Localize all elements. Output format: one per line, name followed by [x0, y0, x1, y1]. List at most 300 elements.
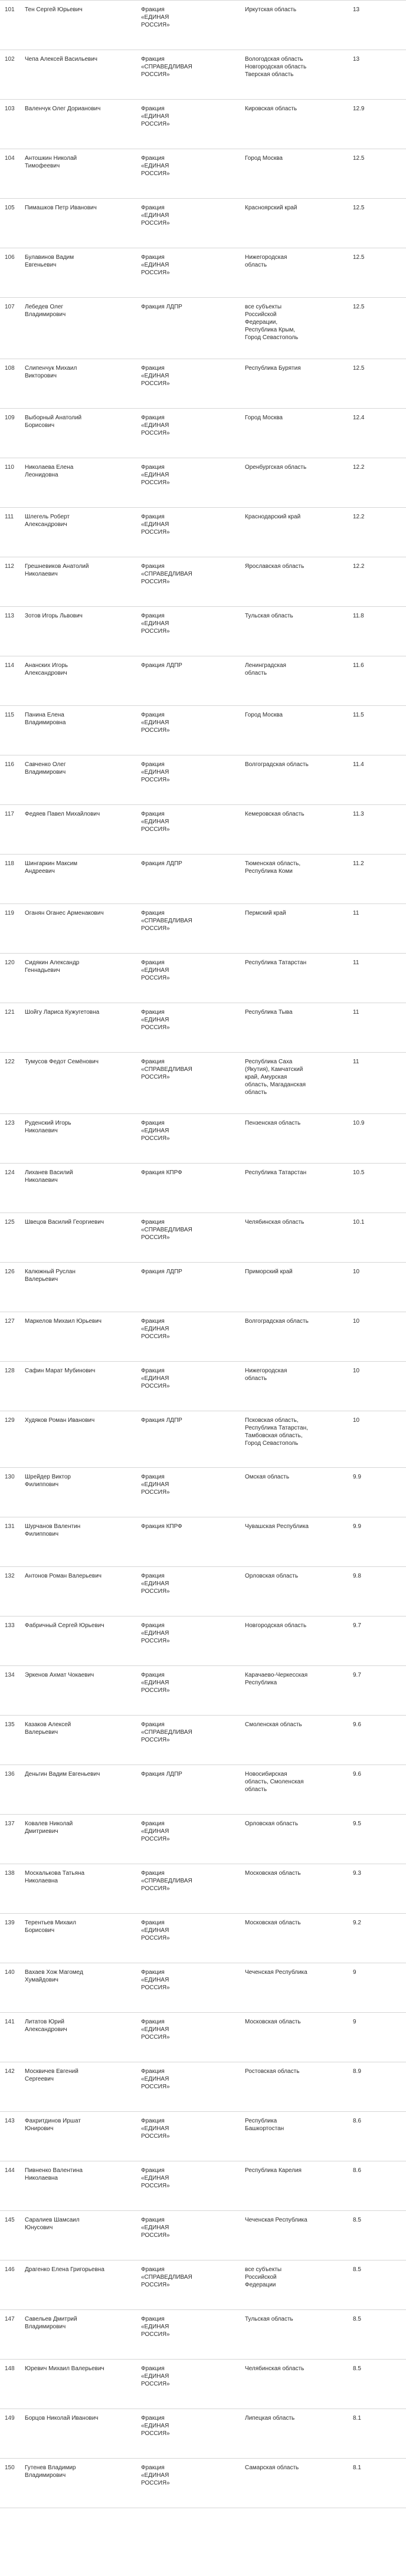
region — [244, 2216, 352, 2224]
deputy-name-line: Валенчук Олег Дорианович — [25, 106, 101, 112]
faction-line: Фракция — [141, 910, 165, 916]
region-line: Орловская область — [245, 1573, 299, 1579]
region-line: область — [245, 1786, 267, 1793]
rating-value: 12.5 — [353, 155, 365, 162]
region-line: Кировская область — [245, 106, 297, 112]
deputy-name — [24, 1969, 140, 1984]
faction — [140, 2464, 244, 2487]
faction — [140, 612, 244, 635]
row-number: 121 — [5, 1009, 15, 1016]
row-number: 136 — [5, 1771, 15, 1777]
deputy-name-line: Владимирович — [25, 2472, 66, 2479]
table-row — [0, 557, 406, 607]
table-row — [0, 1362, 406, 1411]
region — [244, 1473, 352, 1481]
deputy-name — [24, 254, 140, 269]
faction-line: РОССИЯ» — [141, 270, 170, 276]
faction — [140, 2216, 244, 2239]
region — [244, 1770, 352, 1793]
faction-line: Фракция — [141, 1721, 165, 1728]
table-row — [0, 607, 406, 656]
region — [244, 1820, 352, 1828]
faction-line: «ЕДИНАЯ — [141, 967, 169, 974]
row-number: 115 — [5, 712, 14, 718]
deputy-name-line: Казаков Алексей — [25, 1721, 71, 1728]
faction-line: «СПРАВЕДЛИВАЯ — [141, 918, 192, 924]
faction-line: Фракция — [141, 365, 165, 372]
faction-line: «ЕДИНАЯ — [141, 1375, 169, 1382]
faction-line: Фракция — [141, 960, 165, 966]
region-line: Пензенская область — [245, 1120, 301, 1126]
table-row — [0, 2211, 406, 2260]
faction-line: «ЕДИНАЯ — [141, 719, 169, 726]
region — [244, 513, 352, 521]
deputy-name — [24, 1367, 140, 1375]
region-line: Республика Тыва — [245, 1009, 293, 1016]
table-row — [0, 1468, 406, 1517]
faction-line: «ЕДИНАЯ — [141, 1581, 169, 1587]
faction — [140, 105, 244, 128]
faction-line: Фракция — [141, 761, 165, 768]
faction — [140, 2315, 244, 2338]
rating-value: 9 — [353, 1969, 356, 1976]
deputy-name-line: Деньгин Вадим Евгеньевич — [25, 1771, 100, 1777]
faction — [140, 1169, 244, 1177]
deputy-name-line: Геннадьевич — [25, 967, 60, 974]
faction-line: РОССИЯ» — [141, 380, 170, 387]
deputy-name-line: Лиханев Василий — [25, 1169, 73, 1176]
region — [244, 1523, 352, 1530]
region-line: Омская область — [245, 1474, 290, 1480]
deputy-name-line: Борисович — [25, 1927, 55, 1934]
deputy-name-line: Филиппович — [25, 1531, 59, 1537]
deputy-name — [24, 6, 140, 14]
faction-line: Фракция — [141, 2068, 165, 2075]
region — [244, 563, 352, 570]
deputy-name — [24, 1268, 140, 1283]
deputy-name — [24, 1919, 140, 1934]
region-line: Новосибирская — [245, 1771, 287, 1777]
region — [244, 1008, 352, 1016]
deputy-name — [24, 1317, 140, 1325]
deputy-name — [24, 1622, 140, 1629]
region-line: Московская область — [245, 2019, 301, 2025]
rating-value: 9.7 — [353, 1622, 361, 1629]
row-number: 138 — [5, 1870, 15, 1877]
region-line: Чеченская Республика — [245, 1969, 307, 1976]
faction — [140, 2018, 244, 2041]
faction-line: РОССИЯ» — [141, 628, 170, 635]
row-number: 150 — [5, 2465, 15, 2471]
faction-line: Фракция — [141, 106, 165, 112]
table-row — [0, 2161, 406, 2211]
faction-line: «ЕДИНАЯ — [141, 1017, 169, 1023]
faction-line: «ЕДИНАЯ — [141, 422, 169, 429]
table-row — [0, 2013, 406, 2062]
deputy-name-line: Саралиев Шамсаил — [25, 2217, 80, 2223]
row-number: 140 — [5, 1969, 15, 1976]
region — [244, 1417, 352, 1447]
row-number: 132 — [5, 1573, 15, 1579]
faction-line: Фракция — [141, 464, 165, 471]
deputy-name-line: Терентьев Михаил — [25, 1920, 76, 1926]
faction — [140, 1969, 244, 1992]
region-line: Ростовская область — [245, 2068, 300, 2075]
table-row — [0, 2409, 406, 2459]
faction-line: «ЕДИНАЯ — [141, 14, 169, 21]
deputy-name-line: Грешневиков Анатолий — [25, 563, 89, 570]
rating-value: 8.5 — [353, 2316, 361, 2322]
region — [244, 1919, 352, 1927]
row-number: 114 — [5, 662, 14, 669]
faction-line: «ЕДИНАЯ — [141, 2175, 169, 2181]
rating-value: 9.6 — [353, 1721, 361, 1728]
rating-value: 10 — [353, 1417, 360, 1424]
deputy-name — [24, 563, 140, 578]
row-number: 149 — [5, 2415, 15, 2421]
faction-line: РОССИЯ» — [141, 826, 170, 833]
deputy-name-line: Владимировна — [25, 719, 66, 726]
deputy-name — [24, 464, 140, 479]
rating-value: 9.9 — [353, 1474, 361, 1480]
deputy-name-line: Калюжный Руслан — [25, 1269, 76, 1275]
rating-value: 11.6 — [353, 662, 364, 669]
deputy-name-line: Лебедев Олег — [25, 304, 64, 310]
deputy-name-line: Сергеевич — [25, 2076, 54, 2082]
faction-line: «СПРАВЕДЛИВАЯ — [141, 571, 192, 577]
region-line: Волгоградская область — [245, 1318, 309, 1325]
row-number: 112 — [5, 563, 14, 570]
region-line: Республика Карелия — [245, 2167, 302, 2174]
deputy-name-line: Драгенко Елена Григорьевна — [25, 2266, 104, 2273]
faction-line: РОССИЯ» — [141, 1885, 170, 1892]
faction — [140, 1721, 244, 1744]
deputy-name — [24, 2414, 140, 2422]
faction — [140, 55, 244, 78]
deputy-name — [24, 1119, 140, 1135]
deputy-name — [24, 2315, 140, 2331]
region-line: область, Магаданская — [245, 1082, 306, 1088]
faction-line: «СПРАВЕДЛИВАЯ — [141, 2274, 192, 2281]
deputy-name-line: Чепа Алексей Васильевич — [25, 56, 97, 63]
region-line: Республика Татарстан — [245, 960, 307, 966]
faction-line: Фракция — [141, 2217, 165, 2223]
table-row — [0, 409, 406, 458]
deputy-name-line: Леонидовна — [25, 472, 58, 478]
region-line: Республика Саха — [245, 1059, 293, 1065]
region-line: Московская область — [245, 1870, 301, 1877]
region-line: Российской — [245, 2274, 277, 2281]
region — [244, 909, 352, 917]
row-number: 127 — [5, 1318, 15, 1325]
region — [244, 364, 352, 372]
table-row — [0, 1164, 406, 1213]
faction-line: Фракция — [141, 254, 165, 261]
faction-line: РОССИЯ» — [141, 1135, 170, 1142]
faction-line: Фракция — [141, 415, 165, 421]
faction — [140, 1058, 244, 1081]
table-row — [0, 1716, 406, 1765]
deputy-name — [24, 1671, 140, 1679]
rating-value: 13 — [353, 56, 360, 63]
row-number: 142 — [5, 2068, 15, 2075]
region-line: Город Севастополь — [245, 1440, 299, 1447]
region-line: Пермский край — [245, 910, 286, 916]
faction-line: Фракция КПРФ — [141, 1169, 182, 1176]
faction-line: Фракция — [141, 2316, 165, 2322]
rating-value: 10.1 — [353, 1219, 365, 1225]
faction-line: Фракция — [141, 6, 165, 13]
deputy-name-line: Александрович — [25, 670, 67, 676]
faction — [140, 2414, 244, 2437]
deputy-name-line: Пивненко Валентина — [25, 2167, 83, 2174]
region-line: Башкортостан — [245, 2125, 284, 2132]
faction-line: Фракция — [141, 2167, 165, 2174]
faction — [140, 303, 244, 311]
region — [244, 2117, 352, 2133]
deputy-name-line: Вахаев Хож Магомед — [25, 1969, 83, 1976]
region-line: Чувашская Республика — [245, 1523, 309, 1530]
region — [244, 1268, 352, 1276]
deputy-name-line: Валерьевич — [25, 1276, 58, 1283]
rating-value: 12.2 — [353, 563, 365, 570]
faction — [140, 6, 244, 29]
faction-line: Фракция — [141, 811, 165, 817]
deputy-name-line: Тен Сергей Юрьевич — [25, 6, 83, 13]
region — [244, 303, 352, 341]
rating-value: 12.5 — [353, 254, 365, 261]
region — [244, 2365, 352, 2373]
faction-line: РОССИЯ» — [141, 121, 170, 127]
row-number: 109 — [5, 415, 15, 421]
row-number: 122 — [5, 1059, 15, 1065]
row-number: 118 — [5, 860, 14, 867]
faction-line: Фракция ЛДПР — [141, 1771, 182, 1777]
row-number: 143 — [5, 2118, 15, 2124]
table-row — [0, 458, 406, 508]
region-line: Город Москва — [245, 155, 283, 162]
region-line: Тамбовская область, — [245, 1432, 303, 1439]
faction-line: Фракция — [141, 1318, 165, 1325]
table-row — [0, 706, 406, 755]
deputy-name — [24, 513, 140, 528]
faction — [140, 2266, 244, 2289]
region — [244, 1622, 352, 1629]
deputy-name — [24, 2068, 140, 2083]
faction — [140, 662, 244, 669]
rating-value: 11.8 — [353, 613, 364, 619]
row-number: 130 — [5, 1474, 15, 1480]
faction-line: Фракция — [141, 1821, 165, 1827]
deputy-name — [24, 1572, 140, 1580]
region-line: Федерации, — [245, 319, 278, 326]
table-row — [0, 50, 406, 100]
faction-line: РОССИЯ» — [141, 579, 170, 585]
rating-value: 8.1 — [353, 2415, 361, 2421]
region — [244, 662, 352, 677]
deputy-name — [24, 959, 140, 974]
region — [244, 204, 352, 212]
faction-line: Фракция — [141, 155, 165, 162]
region-line: край, Амурская — [245, 1074, 287, 1080]
region — [244, 414, 352, 422]
row-number: 141 — [5, 2019, 15, 2025]
faction-line: РОССИЯ» — [141, 1383, 170, 1389]
region-line: Самарская область — [245, 2465, 299, 2471]
row-number: 111 — [5, 514, 14, 520]
region — [244, 1869, 352, 1877]
row-number: 103 — [5, 106, 15, 112]
table-row — [0, 2062, 406, 2112]
deputy-name-line: Булавинов Вадим — [25, 254, 74, 261]
row-number: 128 — [5, 1368, 15, 1374]
faction-line: «ЕДИНАЯ — [141, 1630, 169, 1637]
row-number: 147 — [5, 2316, 15, 2322]
faction-line: «ЕДИНАЯ — [141, 472, 169, 478]
region — [244, 1671, 352, 1687]
deputy-name-line: Худяков Роман Иванович — [25, 1417, 95, 1424]
row-number: 108 — [5, 365, 15, 372]
deputy-name — [24, 2365, 140, 2373]
faction-line: «ЕДИНАЯ — [141, 1977, 169, 1983]
faction-line: РОССИЯ» — [141, 1489, 170, 1496]
region-line: Город Москва — [245, 415, 283, 421]
deputy-name-line: Москалькова Татьяна — [25, 1870, 85, 1877]
deputy-name — [24, 909, 140, 917]
faction-line: РОССИЯ» — [141, 727, 170, 734]
faction — [140, 254, 244, 277]
deputy-name-line: Николаевич — [25, 1128, 58, 1134]
table-row — [0, 1411, 406, 1468]
region — [244, 810, 352, 818]
region-line: Федерации — [245, 2282, 276, 2288]
region-line: Чеченская Республика — [245, 2217, 307, 2223]
faction-line: «ЕДИНАЯ — [141, 1326, 169, 1332]
region — [244, 1169, 352, 1177]
deputy-name — [24, 1473, 140, 1489]
faction-line: РОССИЯ» — [141, 2232, 170, 2239]
region-line: Орловская область — [245, 1821, 299, 1827]
deputy-name — [24, 55, 140, 63]
table-row — [0, 755, 406, 805]
deputy-name-line: Маркелов Михаил Юрьевич — [25, 1318, 102, 1325]
faction-line: Фракция — [141, 2415, 165, 2421]
faction-line: Фракция ЛДПР — [141, 304, 182, 310]
faction-line: РОССИЯ» — [141, 220, 170, 226]
deputy-name-line: Антонов Роман Валерьевич — [25, 1573, 102, 1579]
table-row — [0, 1914, 406, 1963]
table-row — [0, 1963, 406, 2013]
faction-line: «ЕДИНАЯ — [141, 2324, 169, 2330]
table-row — [0, 2260, 406, 2310]
row-number: 145 — [5, 2217, 15, 2223]
deputy-name-line: Сидякин Александр — [25, 960, 80, 966]
faction-line: «ЕДИНАЯ — [141, 373, 169, 379]
faction-line: «ЕДИНАЯ — [141, 1828, 169, 1835]
faction-line: РОССИЯ» — [141, 2183, 170, 2189]
row-number: 129 — [5, 1417, 15, 1424]
region-line: Челябинская область — [245, 2365, 304, 2372]
faction-line: РОССИЯ» — [141, 2034, 170, 2041]
row-number: 101 — [5, 6, 15, 13]
faction-line: Фракция — [141, 514, 165, 520]
deputy-name-line: Выборный Анатолий — [25, 415, 82, 421]
rating-value: 10 — [353, 1368, 360, 1374]
region — [244, 959, 352, 967]
table-row — [0, 359, 406, 409]
deputy-name-line: Шойгу Лариса Кужугетовна — [25, 1009, 100, 1016]
faction-line: «ЕДИНАЯ — [141, 620, 169, 627]
faction-line: Фракция — [141, 1009, 165, 1016]
region-line: область — [245, 1375, 267, 1382]
faction-line: Фракция — [141, 1474, 165, 1480]
deputy-name-line: Савченко Олег — [25, 761, 66, 768]
faction-line: Фракция — [141, 2118, 165, 2124]
faction-line: «ЕДИНАЯ — [141, 262, 169, 268]
faction-line: РОССИЯ» — [141, 2084, 170, 2090]
faction-line: «СПРАВЕДЛИВАЯ — [141, 1227, 192, 1233]
region — [244, 1721, 352, 1729]
deputy-name — [24, 612, 140, 620]
faction-line: Фракция — [141, 205, 165, 211]
deputy-name — [24, 2167, 140, 2182]
rating-value: 9.8 — [353, 1573, 361, 1579]
faction-line: «ЕДИНАЯ — [141, 1927, 169, 1934]
rating-value: 11 — [353, 960, 359, 966]
row-number: 139 — [5, 1920, 15, 1926]
region-line: Республика Крым, — [245, 327, 296, 333]
deputy-name — [24, 860, 140, 875]
rating-value: 12.5 — [353, 205, 365, 211]
region — [244, 1218, 352, 1226]
faction-line: РОССИЯ» — [141, 777, 170, 783]
row-number: 106 — [5, 254, 15, 261]
row-number: 116 — [5, 761, 14, 768]
deputy-name-line: Эркенов Ахмат Чокаевич — [25, 1672, 94, 1678]
faction-line: Фракция — [141, 1870, 165, 1877]
faction-line: РОССИЯ» — [141, 2381, 170, 2387]
region-line: область — [245, 1089, 267, 1096]
faction — [140, 1473, 244, 1496]
table-row — [0, 1003, 406, 1053]
rating-value: 12.5 — [353, 365, 365, 372]
faction — [140, 711, 244, 734]
deputy-name-line: Филиппович — [25, 1481, 59, 1488]
deputy-name-line: Николаева Елена — [25, 464, 74, 471]
faction — [140, 1367, 244, 1390]
faction-line: РОССИЯ» — [141, 2282, 170, 2288]
region — [244, 254, 352, 269]
faction-line: Фракция — [141, 1120, 165, 1126]
row-number: 137 — [5, 1821, 15, 1827]
faction — [140, 1008, 244, 1031]
faction-line: «ЕДИНАЯ — [141, 212, 169, 219]
rating-value: 11.3 — [353, 811, 364, 817]
deputy-name-line: Хумайдович — [25, 1977, 58, 1983]
table-row — [0, 855, 406, 904]
table-row — [0, 149, 406, 199]
row-number: 126 — [5, 1269, 15, 1275]
region — [244, 860, 352, 875]
faction — [140, 563, 244, 586]
faction-line: РОССИЯ» — [141, 2133, 170, 2140]
faction-line: «СПРАВЕДЛИВАЯ — [141, 1878, 192, 1884]
faction-line: РОССИЯ» — [141, 1737, 170, 1743]
deputy-name-line: Фабричный Сергей Юрьевич — [25, 1622, 104, 1629]
deputy-name-line: Савельев Дмитрий — [25, 2316, 77, 2322]
deputy-name-line: Фахритдинов Иршат — [25, 2118, 81, 2124]
row-number: 123 — [5, 1120, 15, 1126]
